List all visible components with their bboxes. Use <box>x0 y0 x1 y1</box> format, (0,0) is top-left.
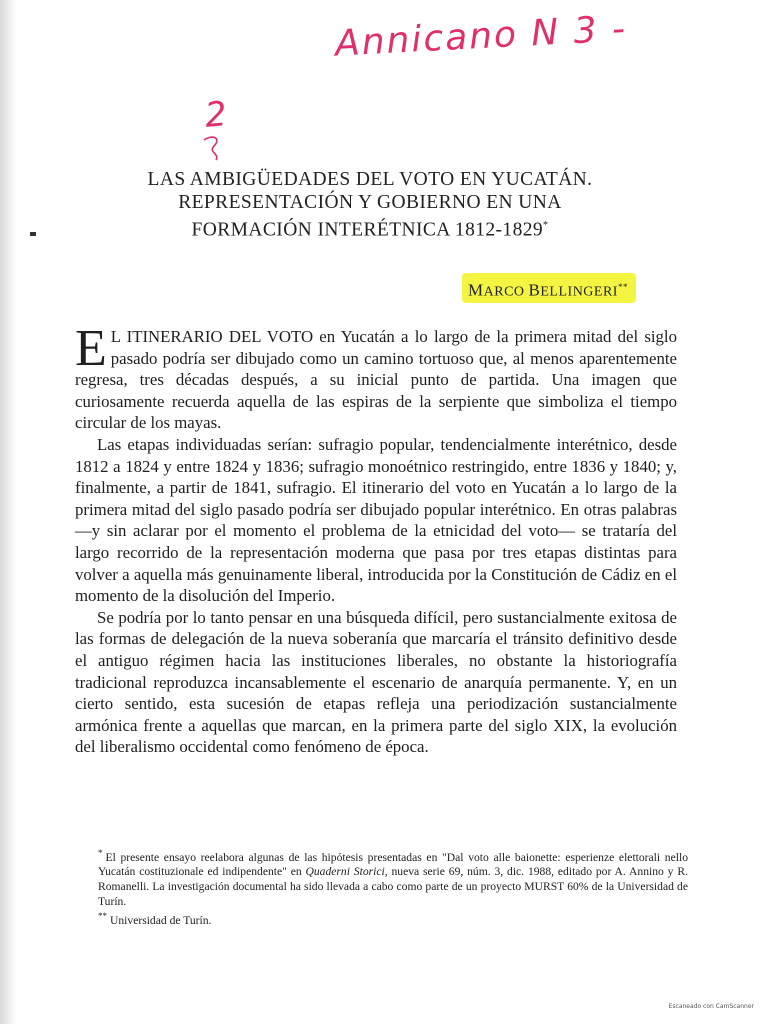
title-line-3-text: FORMACIÓN INTERÉTNICA 1812-1829 <box>191 219 544 241</box>
title-line-1: LAS AMBIGÜEDADES DEL VOTO EN YUCATÁN. <box>147 169 593 190</box>
paragraph-1 <box>75 320 677 434</box>
title-footnote-mark: * <box>543 220 549 231</box>
handwritten-annotation: Annicano N 3 - <box>334 8 628 65</box>
author-name-highlighted <box>462 273 636 303</box>
paragraph-3: Se podría por lo tanto pensar en una búsqueda difícil, pero sustancialmente exitosa de las formas de delegación de la nueva soberanía que marcaría el tránsito definitivo desde el antiguo régimen hacia las instituciones liberales, no obstante la historiografía tradicional reproduzca incansablemente el escenario de anarquía permanente. Y, en un cierto sentido, esta sucesión de etapas refleja una periodización sustancialmente armónica frente a aquellas que marcan, en la primera parte del siglo XIX, la evolución del liberalismo occidental como fenómeno de época. <box>75 607 677 757</box>
footnote-2 <box>98 909 688 928</box>
footnote-1-journal: Quaderni Storici <box>305 865 385 879</box>
author-footnote-mark: ** <box>617 282 628 292</box>
author-first-rest: ARCO <box>483 284 529 300</box>
margin-tick <box>30 232 36 236</box>
paragraph-1-lead: L ITINERARIO DEL VOTO <box>110 327 314 346</box>
paragraph-2: Las etapas individuadas serían: sufragio popular, tendencialmente interétnico, desde 1812 a 1824 y entre 1824 y 1836; sufragio monoétnico restringido, entre 1836 y 1840; y, finalmente, a partir de 1841, sufragio. El itinerario del voto en Yucatán a lo largo de la primera mitad del siglo pasado podría ser dibujado popular interétnico. En otras palabras —y sin aclarar por el momento el problema de la etnicidad del voto— se trataría del largo recorrido de la representación moderna que pasa por tres etapas distintas para volver a aquella más genuinamente liberal, introducida por la Constitución de Cádiz en el momento de la disolución del Imperio. <box>75 434 677 606</box>
footnote-1 <box>98 846 688 909</box>
paragraph-1-text: en Yucatán a lo largo de la primera mitad del siglo pasado podría ser dibujado como un camino tortuoso que, al menos aparentemente regresa, tres décadas después, a su inicial punto de partida. Una imagen que curiosamente recuerda aquella de las espiras de la serpiente que simboliza el tiempo circular de los mayas. <box>75 327 677 433</box>
title-line-3 <box>100 214 640 242</box>
footnote-1-text-a: El presente ensayo reelabora algunas de las hipótesis presentadas en "Dal voto alle baionette: esperienze elettorali nello Yucatán costituzionale ed indipendente" en <box>98 850 688 879</box>
scanner-watermark: Escaneado con CamScanner <box>668 1003 754 1010</box>
handwritten-number: 2 <box>203 94 229 136</box>
footnote-1-mark: * <box>98 848 103 858</box>
drop-cap: E <box>75 320 107 377</box>
author-initial-first: M <box>468 280 484 300</box>
title-line-2: REPRESENTACIÓN Y GOBIERNO EN UNA <box>178 192 562 213</box>
footnote-2-mark: ** <box>98 911 107 922</box>
scan-edge-shadow <box>0 0 16 1024</box>
footnote-2-text: Universidad de Turín. <box>110 914 212 928</box>
author-last-rest: ELLINGERI <box>540 284 618 300</box>
handwritten-squiggle <box>200 132 230 162</box>
article-body <box>75 320 677 758</box>
footnotes <box>98 846 688 929</box>
article-title <box>100 168 640 242</box>
footnote-1-text-b: , nueva serie 69, núm. 3, dic. 1988, editado por A. Annino y R. Romanelli. La investigación documental ha sido llevada a cabo como parte de un proyecto MURST 60% de la Universidad de Turín. <box>98 865 688 908</box>
author-initial-last: B <box>528 280 541 300</box>
